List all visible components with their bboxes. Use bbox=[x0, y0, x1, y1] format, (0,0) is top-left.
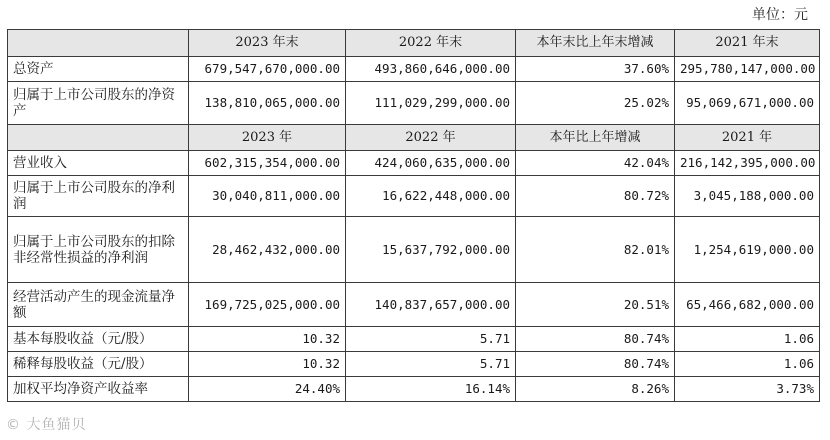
value-2021: 3.73% bbox=[675, 377, 820, 402]
table-row-diluted-eps bbox=[8, 352, 820, 377]
header-2022: 2022 年 bbox=[346, 125, 516, 151]
value-2021: 65,466,682,000.00 bbox=[675, 283, 820, 327]
value-2023: 138,810,065,000.00 bbox=[189, 82, 346, 125]
value-2023: 602,315,354,000.00 bbox=[189, 151, 346, 176]
value-2023: 30,040,811,000.00 bbox=[189, 176, 346, 217]
header-blank-cell bbox=[8, 125, 189, 151]
header-change: 本年比上年增减 bbox=[516, 125, 675, 151]
table-row-net-profit-excl-nonrecurring bbox=[8, 217, 820, 283]
value-2023: 28,462,432,000.00 bbox=[189, 217, 346, 283]
unit-label: 单位：元 bbox=[752, 7, 808, 23]
value-2021: 1.06 bbox=[675, 327, 820, 352]
table-row-operating-cash-flow bbox=[8, 283, 820, 327]
value-2022: 5.71 bbox=[346, 327, 516, 352]
value-2022: 16,622,448,000.00 bbox=[346, 176, 516, 217]
header-row-income bbox=[8, 125, 820, 151]
row-label: 稀释每股收益（元/股） bbox=[8, 352, 189, 377]
value-2023: 10.32 bbox=[189, 327, 346, 352]
value-2021: 1.06 bbox=[675, 352, 820, 377]
row-label: 总资产 bbox=[8, 57, 189, 82]
table-row-net-profit bbox=[8, 176, 820, 217]
value-2023: 679,547,670,000.00 bbox=[189, 57, 346, 82]
table-row-total-assets bbox=[8, 57, 820, 82]
value-change: 20.51% bbox=[516, 283, 675, 327]
value-2022: 5.71 bbox=[346, 352, 516, 377]
value-2021: 295,780,147,000.00 bbox=[675, 57, 820, 82]
value-change: 80.72% bbox=[516, 176, 675, 217]
value-2021: 3,045,188,000.00 bbox=[675, 176, 820, 217]
value-2021: 1,254,619,000.00 bbox=[675, 217, 820, 283]
value-2022: 111,029,299,000.00 bbox=[346, 82, 516, 125]
header-change-end: 本年末比上年末增减 bbox=[516, 30, 675, 57]
value-2021: 95,069,671,000.00 bbox=[675, 82, 820, 125]
table-row-net-assets bbox=[8, 82, 820, 125]
value-2022: 140,837,657,000.00 bbox=[346, 283, 516, 327]
watermark: © 大鱼猫贝 bbox=[6, 417, 87, 433]
header-2021-end: 2021 年末 bbox=[675, 30, 820, 57]
row-label: 基本每股收益（元/股） bbox=[8, 327, 189, 352]
header-row-balance bbox=[8, 30, 820, 57]
value-change: 37.60% bbox=[516, 57, 675, 82]
value-change: 25.02% bbox=[516, 82, 675, 125]
row-label: 营业收入 bbox=[8, 151, 189, 176]
table-row-revenue bbox=[8, 151, 820, 176]
row-label: 加权平均净资产收益率 bbox=[8, 377, 189, 402]
header-blank-cell bbox=[8, 30, 189, 57]
row-label: 归属于上市公司股东的扣除非经常性损益的净利润 bbox=[8, 217, 189, 283]
header-2023-end: 2023 年末 bbox=[189, 30, 346, 57]
value-2022: 15,637,792,000.00 bbox=[346, 217, 516, 283]
row-label: 归属于上市公司股东的净利润 bbox=[8, 176, 189, 217]
row-label: 归属于上市公司股东的净资产 bbox=[8, 82, 189, 125]
value-change: 80.74% bbox=[516, 327, 675, 352]
value-2023: 10.32 bbox=[189, 352, 346, 377]
value-2022: 493,860,646,000.00 bbox=[346, 57, 516, 82]
table-row-basic-eps bbox=[8, 327, 820, 352]
value-2022: 16.14% bbox=[346, 377, 516, 402]
table-row-weighted-roe bbox=[8, 377, 820, 402]
header-2021: 2021 年 bbox=[675, 125, 820, 151]
value-2021: 216,142,395,000.00 bbox=[675, 151, 820, 176]
value-2023: 24.40% bbox=[189, 377, 346, 402]
header-2023: 2023 年 bbox=[189, 125, 346, 151]
header-2022-end: 2022 年末 bbox=[346, 30, 516, 57]
value-2022: 424,060,635,000.00 bbox=[346, 151, 516, 176]
financial-summary-table bbox=[7, 29, 820, 402]
value-change: 82.01% bbox=[516, 217, 675, 283]
row-label: 经营活动产生的现金流量净额 bbox=[8, 283, 189, 327]
value-change: 8.26% bbox=[516, 377, 675, 402]
value-2023: 169,725,025,000.00 bbox=[189, 283, 346, 327]
value-change: 42.04% bbox=[516, 151, 675, 176]
value-change: 80.74% bbox=[516, 352, 675, 377]
